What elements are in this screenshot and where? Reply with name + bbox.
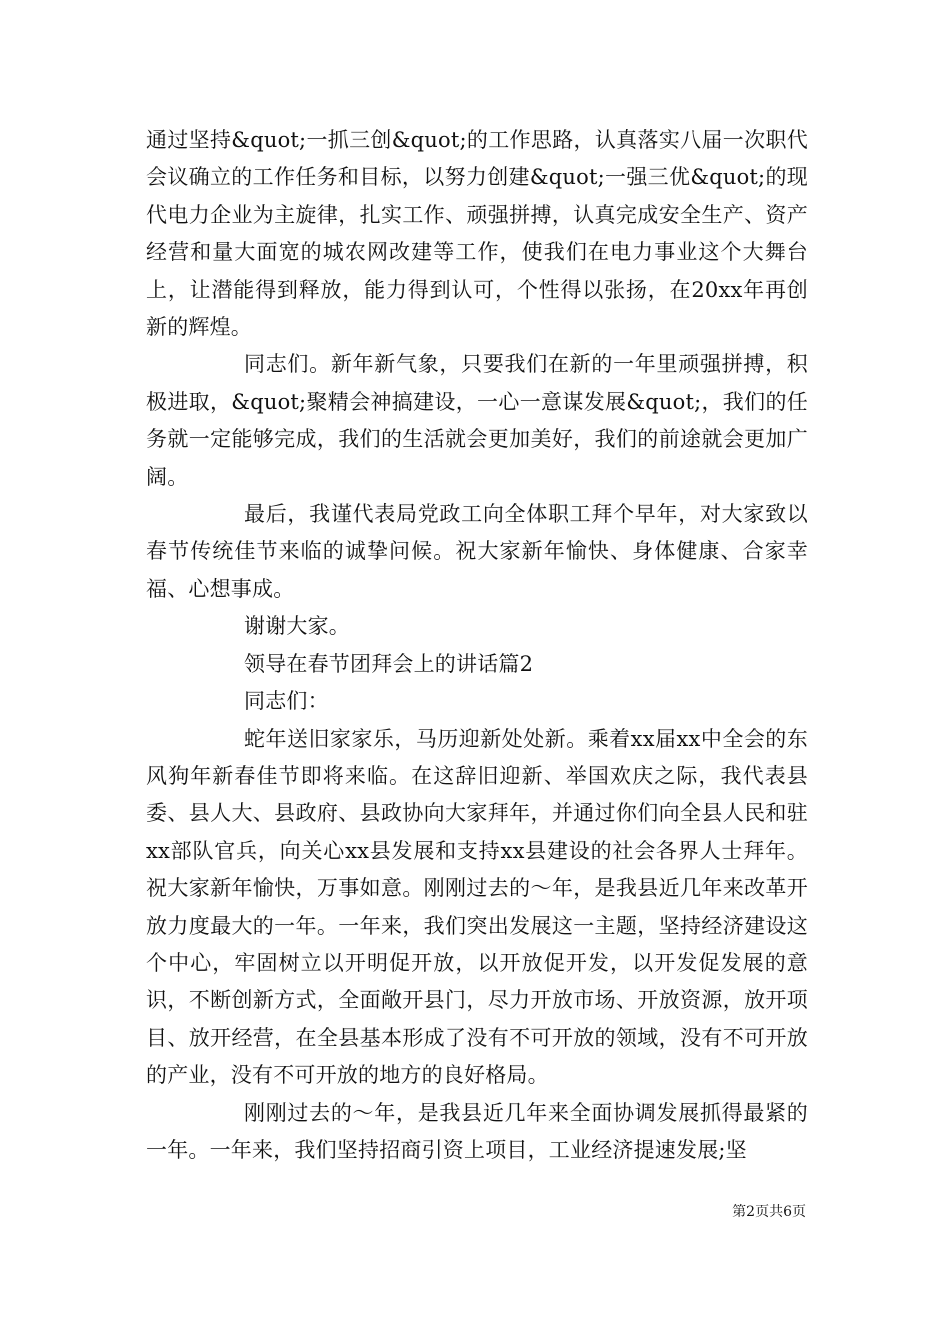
section-title: 领导在春节团拜会上的讲话篇2	[244, 651, 534, 676]
salutation: 同志们：	[244, 689, 329, 714]
paragraph-5: 蛇年送旧家家乐，马历迎新处处新。乘着xx届xx中全会的东风狗年新春佳节即将来临。在这辞旧迎新、举国欢庆之际，我代表县委、县人大、县政府、县政协向大家拜年，并通过你们向全县人民和驻xx部队官兵，向关心xx县发展和支持xx县建设的社会各界人士拜年。祝大家新年愉快，万事如意。刚刚过去的～年，是我县近几年来改革开放力度最大的一年。一年来，我们突出发展这一主题，坚持经济建设这个中心，牢固树立以开明促开放，以开放促开发，以开发促发展的意识，不断创新方式，全面敞开县门，尽力开放市场、开放资源，放开项目、放开经营，在全县基本形成了没有不可开放的领域，没有不可开放的产业，没有不可开放的地方的良好格局。	[146, 726, 808, 1088]
paragraph-3: 最后，我谨代表局党政工向全体职工拜个早年，对大家致以春节传统佳节来临的诚挚问候。祝大家新年愉快、身体健康、合家幸福、心想事成。	[146, 502, 808, 601]
paragraph-6: 刚刚过去的～年，是我县近几年来全面协调发展抓得最紧的一年。一年来，我们坚持招商引资上项目，工业经济提速发展;坚	[146, 1100, 808, 1162]
paragraph-1: 通过坚持&quot;一抓三创&quot;的工作思路，认真落实八届一次职代会议确立的工作任务和目标，以努力创建&quot;一强三优&quot;的现代电力企业为主旋律，扎实工作、顽强拼搏，认真完成安全生产、资产经营和量大面宽的城农网改建等工作，使我们在电力事业这个大舞台上，让潜能得到释放，能力得到认可，个性得以张扬，在20xx年再创新的辉煌。	[146, 128, 808, 340]
page-number-footer: 第2页共6页	[732, 1204, 806, 1220]
document-body	[146, 122, 808, 1169]
paragraph-2: 同志们。新年新气象，只要我们在新的一年里顽强拼搏，积极进取，&quot;聚精会神搞建设，一心一意谋发展&quot;，我们的任务就一定能够完成，我们的生活就会更加美好，我们的前途就会更加广阔。	[146, 352, 808, 489]
paragraph-4: 谢谢大家。	[244, 614, 350, 639]
